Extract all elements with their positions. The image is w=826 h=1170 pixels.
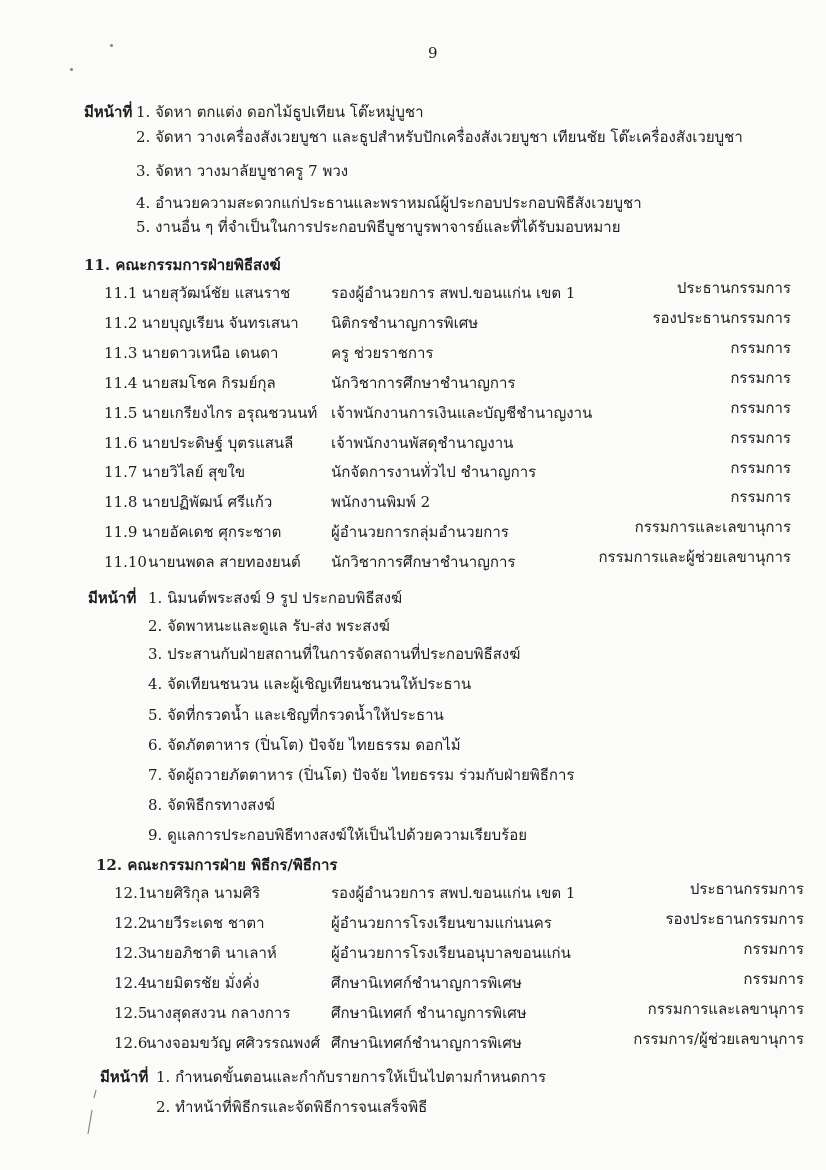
member-number: 12.4: [114, 974, 148, 992]
member-name: นางสุดสงวน กลางการ: [146, 1004, 291, 1022]
page-number: 9: [428, 44, 438, 62]
member-number: 12.5: [114, 1004, 148, 1022]
member-position: นิติกรชำนาญการพิเศษ: [331, 314, 479, 332]
member-number: 12.6: [114, 1034, 148, 1052]
member-role: กรรมการ: [730, 369, 791, 387]
member-position: นักวิชาการศึกษาชำนาญการ: [331, 374, 516, 392]
duty-item: 1. นิมนต์พระสงฆ์ 9 รูป ประกอบพิธีสงฆ์: [148, 589, 403, 607]
member-name: นายเกรียงไกร อรุณชวนนท์: [142, 404, 318, 422]
member-number: 11.8: [104, 493, 138, 511]
member-role: กรรมการ: [743, 940, 804, 958]
duty-item: 7. จัดผู้ถวายภัตตาหาร (ปิ่นโต) ปัจจัย ไทยธรรม ร่วมกับฝ่ายพิธีการ: [148, 766, 575, 784]
duty-item: 4. อำนวยความสะดวกแก่ประธานและพราหมณ์ผู้ประกอบประกอบพิธีสังเวยบูชา: [136, 194, 642, 212]
member-number: 11.6: [104, 434, 138, 452]
member-role: กรรมการ/ผู้ช่วยเลขานุการ: [633, 1030, 804, 1048]
member-number: 11.4: [104, 374, 138, 392]
member-name: นายศิริกุล นามศิริ: [146, 884, 261, 902]
member-position: ผู้อำนวยการโรงเรียนขามแก่นนคร: [331, 914, 552, 932]
duty-item: 5. จัดที่กรวดน้ำ และเชิญที่กรวดน้ำให้ประธาน: [148, 706, 444, 724]
member-name: นายอัคเดช ศุกระชาต: [142, 523, 282, 541]
member-position: นักวิชาการศึกษาชำนาญการ: [331, 553, 516, 571]
duty-item: 3. จัดหา วางมาลัยบูชาครู 7 พวง: [136, 162, 349, 180]
member-position: นักจัดการงานทั่วไป ชำนาญการ: [331, 463, 537, 481]
member-number: 12.3: [114, 944, 148, 962]
duty-item: 3. ประสานกับฝ่ายสถานที่ในการจัดสถานที่ประกอบพิธีสงฆ์: [148, 645, 521, 663]
duty-item: 9. ดูแลการประกอบพิธีทางสงฆ์ให้เป็นไปด้วยความเรียบร้อย: [148, 826, 528, 844]
member-position: ศึกษานิเทศก์ชำนาญการพิเศษ: [331, 1034, 522, 1052]
member-role: กรรมการ: [743, 970, 804, 988]
duty-item: 2. ทำหน้าที่พิธีกรและจัดพิธีการจนเสร็จพิธี: [156, 1098, 428, 1116]
member-role: กรรมการ: [730, 429, 791, 447]
scan-speck: [110, 44, 113, 47]
member-name: นายประดิษฐ์ บุตรแสนลี: [142, 434, 294, 452]
duty-item: 1. กำหนดขั้นตอนและกำกับรายการให้เป็นไปตามกำหนดการ: [156, 1068, 547, 1086]
member-number: 11.1: [104, 284, 138, 302]
member-position: เจ้าพนักงานพัสดุชำนาญงาน: [331, 434, 514, 452]
member-role: กรรมการและผู้ช่วยเลขานุการ: [598, 548, 791, 566]
member-name: นายวีระเดช ชาตา: [146, 914, 265, 932]
member-number: 11.5: [104, 404, 138, 422]
member-role: กรรมการและเลขานุการ: [634, 518, 791, 536]
member-number: 11.10: [104, 553, 147, 571]
scan-speck: [70, 68, 73, 71]
duty-item: 1. จัดหา ตกแต่ง ดอกไม้ธูปเทียน โต๊ะหมู่บูชา: [136, 103, 424, 121]
member-position: ศึกษานิเทศก์ชำนาญการพิเศษ: [331, 974, 522, 992]
section-heading: 12. คณะกรรมการฝ่าย พิธีกร/พิธีการ: [96, 856, 338, 874]
duty-item: 2. จัดพาหนะและดูแล รับ-ส่ง พระสงฆ์: [148, 617, 390, 635]
duty-label: มีหน้าที่: [88, 589, 137, 607]
duty-item: 4. จัดเทียนชนวน และผู้เชิญเทียนชนวนให้ประธาน: [148, 675, 472, 693]
member-position: ผู้อำนวยการกลุ่มอำนวยการ: [331, 523, 509, 541]
duty-item: 5. งานอื่น ๆ ที่จำเป็นในการประกอบพิธีบูชาบูรพาจารย์และที่ได้รับมอบหมาย: [136, 218, 621, 236]
member-name: นายนพดล สายทองยนต์: [148, 553, 301, 571]
member-position: ผู้อำนวยการโรงเรียนอนุบาลขอนแก่น: [331, 944, 571, 962]
member-position: รองผู้อำนวยการ สพป.ขอนแก่น เขต 1: [331, 284, 576, 302]
member-name: นายมิตรชัย มั่งคั่ง: [146, 974, 260, 992]
member-number: 11.7: [104, 463, 138, 481]
member-number: 11.9: [104, 523, 138, 541]
member-number: 12.2: [114, 914, 148, 932]
duty-label: มีหน้าที่: [100, 1068, 149, 1086]
duty-item: 8. จัดพิธีกรทางสงฆ์: [148, 796, 276, 814]
member-name: นายปฏิพัฒน์ ศรีแก้ว: [142, 493, 273, 511]
member-role: รองประธานกรรมการ: [665, 910, 804, 928]
member-name: นางจอมขวัญ ศศิวรรณพงศ์: [146, 1034, 321, 1052]
member-position: รองผู้อำนวยการ สพป.ขอนแก่น เขต 1: [331, 884, 576, 902]
pen-stroke-mark: [82, 1088, 102, 1138]
member-name: นายสมโชค กิรมย์กุล: [142, 374, 276, 392]
duty-label: มีหน้าที่: [84, 103, 133, 121]
member-number: 12.1: [114, 884, 148, 902]
section-heading: 11. คณะกรรมการฝ่ายพิธีสงฆ์: [84, 256, 281, 274]
member-name: นายสุวัฒน์ชัย แสนราช: [142, 284, 291, 302]
member-name: นายบุญเรียน จันทรเสนา: [142, 314, 299, 332]
member-role: ประธานกรรมการ: [676, 279, 791, 297]
duty-item: 2. จัดหา วางเครื่องสังเวยบูชา และธูปสำหรับปักเครื่องสังเวยบูชา เทียนชัย โต๊ะเครื่องสังเวยบูชา: [136, 128, 743, 146]
member-name: นายวิไลย์ สุขใข: [142, 463, 246, 481]
member-role: กรรมการ: [730, 488, 791, 506]
member-position: ครู ช่วยราชการ: [331, 344, 434, 362]
duty-item: 6. จัดภัตตาหาร (ปิ่นโต) ปัจจัย ไทยธรรม ดอกไม้: [148, 736, 461, 754]
member-role: กรรมการ: [730, 399, 791, 417]
member-role: กรรมการและเลขานุการ: [647, 1000, 804, 1018]
member-role: ประธานกรรมการ: [689, 880, 804, 898]
member-role: กรรมการ: [730, 339, 791, 357]
member-position: พนักงานพิมพ์ 2: [331, 493, 431, 511]
member-role: รองประธานกรรมการ: [652, 309, 791, 327]
member-name: นายดาวเหนือ เดนดา: [142, 344, 279, 362]
member-number: 11.2: [104, 314, 138, 332]
member-position: ศึกษานิเทศก์ ชำนาญการพิเศษ: [331, 1004, 527, 1022]
member-name: นายอภิชาติ นาเลาห์: [146, 944, 277, 962]
member-number: 11.3: [104, 344, 138, 362]
member-position: เจ้าพนักงานการเงินและบัญชีชำนาญงาน: [331, 404, 593, 422]
member-role: กรรมการ: [730, 459, 791, 477]
